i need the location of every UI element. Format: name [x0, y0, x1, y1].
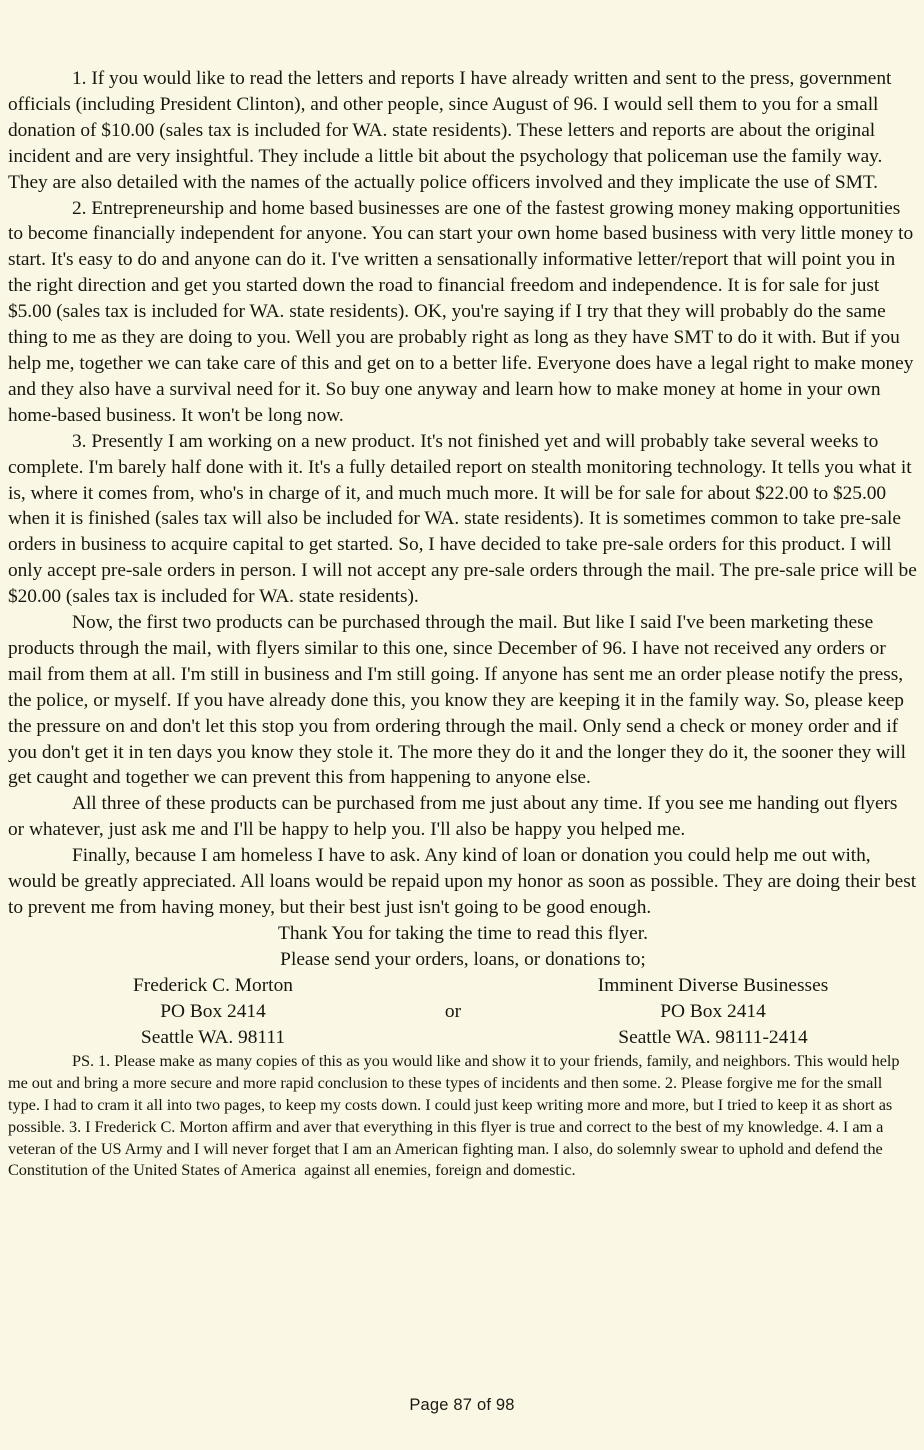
- address-row-pobox: [8, 999, 918, 1025]
- recipient-name-left: Frederick C. Morton: [133, 974, 293, 996]
- paragraph-mail-order-note: Now, the first two products can be purchased through the mail. But like I said I've been marketing these products through the mail, with flyers similar to this one, since December of 96. I have not received any orders or mail from them at all. I'm still in business and I'm still going. If anyone has sent me an order please notify the press, the police, or myself. If you have already done this, you know they are keeping it in the family way. So, please keep the pressure on and don't let this stop you from ordering through the mail. Only send a check or money order and if you don't get it in ten days you know they stole it. The more they do it and the longer they do it, the sooner they will get caught and together we can prevent this from happening to anyone else.: [8, 612, 907, 789]
- paragraph-donation-request: Finally, because I am homeless I have to ask. Any kind of loan or donation you could help me out with, would be greatly appreciated. All loans would be repaid upon my honor as soon as possible. They are doing their best to prevent me from having money, but their best just isn't going to be good enough.: [8, 845, 917, 918]
- address-conjunction: or: [444, 1000, 462, 1022]
- closing-block: [8, 921, 918, 973]
- paragraph-item-2: 2. Entrepreneurship and home based businesses are one of the fastest growing money making opportunities to become financially independent for anyone. You can start your own home based business with very little money to start. It's easy to do and anyone can do it. I've written a sensationally informative letter/report that will point you in the right direction and get you started down the road to financial freedom and independence. It is for sale for just $5.00 (sales tax is included for WA. state residents). OK, you're saying if I try that they will probably do the same thing to me as they are doing to you. Well you are probably right as long as they have SMT to do it with. But if you help me, together we can take care of this and get on to a better life. Everyone does have a legal right to make money and they also have a survival need for it. So buy one anyway and learn how to make money at home in your own home-based business. It won't be long now.: [8, 197, 914, 426]
- thank-you-line: Thank You for taking the time to read this flyer.: [278, 922, 648, 944]
- address-row-city: [8, 1025, 918, 1051]
- paragraph-in-person-note: All three of these products can be purchased from me just about any time. If you see me handing out flyers or whatever, just ask me and I'll be happy to help you. I'll also be happy you helped me.: [8, 793, 898, 841]
- city-state-zip-left: Seattle WA. 98111: [140, 1026, 286, 1048]
- address-row-name: [8, 973, 918, 999]
- page-footer: [0, 1396, 924, 1415]
- recipient-name-right: Imminent Diverse Businesses: [597, 974, 829, 996]
- paragraph-item-1: 1. If you would like to read the letters and reports I have already written and sent to the press, government officials (including President Clinton), and other people, since August of 96. I would sell them to you for a small donation of $10.00 (sales tax is included for WA. state residents). These letters and reports are about the original incident and are very insightful. They include a little bit about the psychology that policeman use the family way. They are also detailed with the names of the actually police officers involved and they implicate the use of SMT.: [8, 68, 892, 193]
- page-number-label: Page 87 of 98: [409, 1396, 515, 1414]
- address-block: [8, 973, 918, 1051]
- po-box-left: PO Box 2414: [160, 1000, 266, 1022]
- city-state-zip-right: Seattle WA. 98111-2414: [618, 1026, 808, 1048]
- send-orders-line: Please send your orders, loans, or donations to;: [280, 948, 646, 970]
- document-body: [8, 66, 918, 1181]
- paragraph-item-3: 3. Presently I am working on a new product. It's not finished yet and will probably take several weeks to complete. I'm barely half done with it. It's a fully detailed report on stealth monitoring technology. It tells you what it is, where it comes from, who's in charge of it, and much much more. It will be for sale for about $22.00 to $25.00 when it is finished (sales tax will also be included for WA. state residents). It is sometimes common to take pre-sale orders in business to acquire capital to get started. So, I have decided to take pre-sale orders for this product. I will only accept pre-sale orders in person. I will not accept any pre-sale orders through the mail. The pre-sale price will be $20.00 (sales tax is included for WA. state residents).: [8, 430, 917, 608]
- po-box-right: PO Box 2414: [660, 1000, 766, 1022]
- postscript-paragraph: PS. 1. Please make as many copies of this as you would like and show it to your friends, family, and neighbors. This would help me out and bring a more secure and more rapid conclusion to these types of incidents and then some. 2. Please forgive me for the small type. I had to cram it all into two pages, to keep my costs down. I could just keep writing more and more, but I tried to keep it as short as possible. 3. I Frederick C. Morton affirm and aver that everything in this flyer is true and correct to the best of my knowledge. 4. I am a veteran of the US Army and I will never forget that I am an American fighting man. I also, do solemnly swear to uphold and defend the Constitution of the United States of America against all enemies, foreign and domestic.: [8, 1051, 904, 1180]
